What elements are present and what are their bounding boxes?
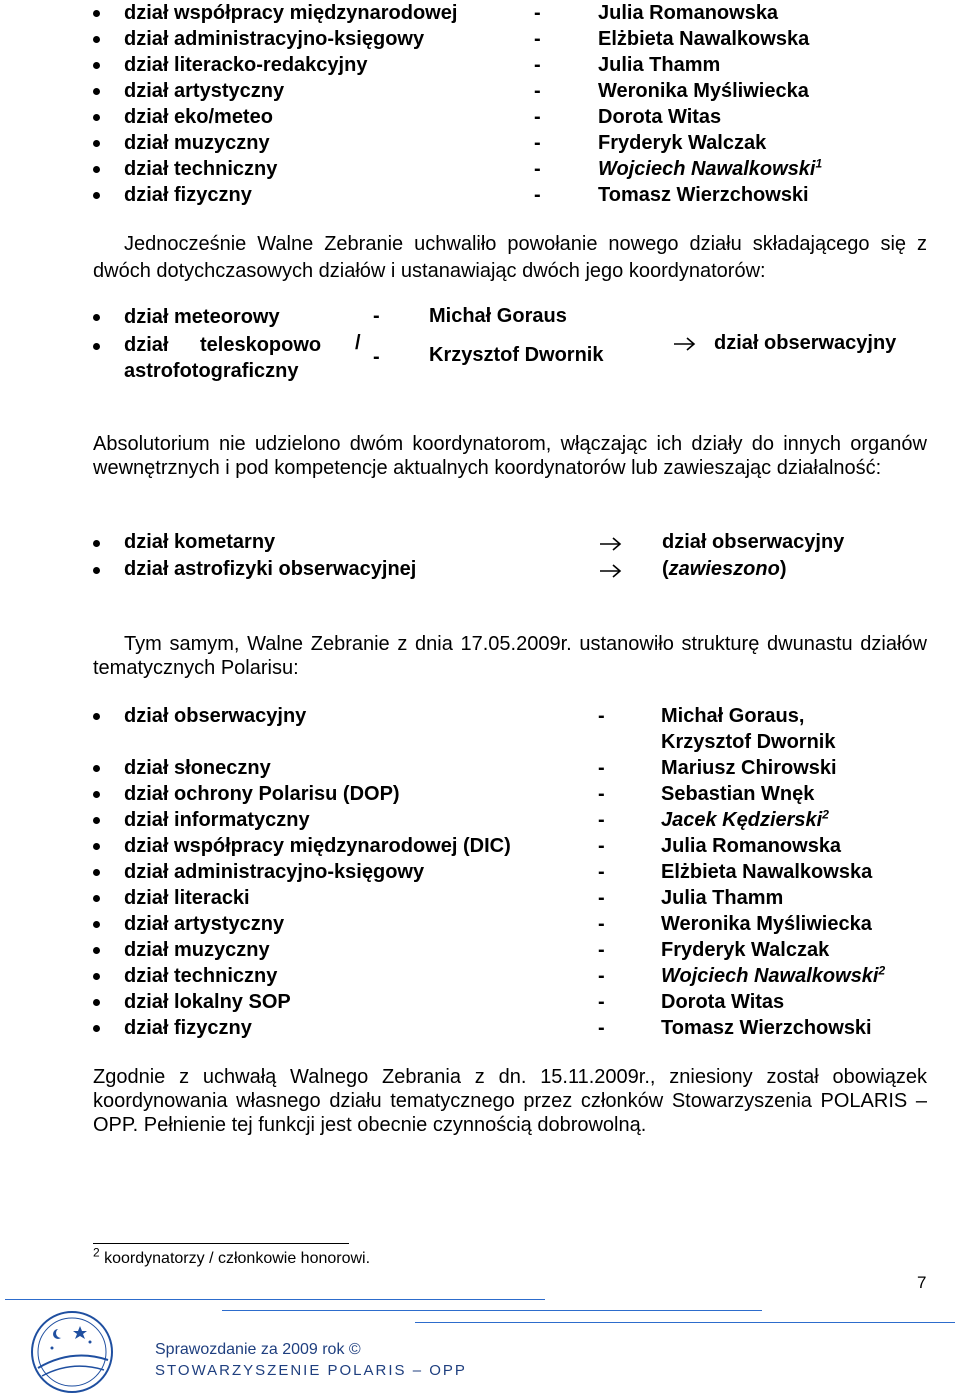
dash: -: [534, 54, 541, 76]
coordinator-name: Jacek Kędzierski$^2$: [661, 807, 829, 831]
merge-dept-teleskop-c: astrofotograficzny: [124, 360, 299, 382]
coordinator-name: Dorota Witas: [661, 991, 785, 1013]
department-label: dział fizyczny: [124, 1017, 252, 1039]
footnote-ref: 2: [822, 807, 829, 822]
footnote-separator: [93, 1243, 349, 1244]
bullet: [93, 314, 100, 321]
department-row: [93, 911, 953, 937]
dash: -: [598, 783, 605, 805]
department-label: dział współpracy międzynarodowej: [124, 2, 458, 24]
department-label: dział techniczny: [124, 965, 278, 987]
bullet: [93, 540, 100, 547]
department-row: [93, 885, 953, 911]
coordinator-name: Fryderyk Walczak: [598, 132, 767, 154]
bullet: [93, 10, 100, 17]
department-label: dział informatyczny: [124, 809, 310, 831]
footnote-mark: 2: [93, 1245, 100, 1260]
coordinator-name: Wojciech Nawalkowski$^2$: [661, 963, 886, 987]
dash: -: [534, 158, 541, 180]
coordinator-name: Julia Thamm: [661, 887, 784, 909]
bullet: [93, 192, 100, 199]
bullet: [93, 843, 100, 850]
department-list-current: [93, 703, 953, 1041]
department-row: [93, 963, 953, 989]
bullet: [93, 921, 100, 928]
bullet: [93, 62, 100, 69]
department-label: dział administracyjno-księgowy: [124, 861, 425, 883]
footer-line: [415, 1322, 955, 1323]
department-row: [93, 859, 953, 885]
suspended-target-2: (zawieszono): [662, 558, 787, 580]
department-label: dział eko/meteo: [124, 106, 273, 128]
coordinator-name: Weronika Myśliwiecka: [661, 913, 872, 935]
arrow-right-icon: [598, 535, 624, 553]
department-row: [93, 833, 953, 859]
department-row: [93, 755, 953, 781]
suspended-dept-1: dział kometarny: [124, 531, 276, 553]
coordinator-name: Julia Romanowska: [598, 2, 779, 24]
department-row: [93, 937, 953, 963]
arrow-right-icon: [598, 562, 624, 580]
bullet: [93, 765, 100, 772]
bullet: [93, 88, 100, 95]
footer-line: [222, 1310, 762, 1311]
coordinator-name: Wojciech Nawalkowski$^1$: [598, 156, 823, 180]
merge-coordinator-2: Krzysztof Dwornik: [429, 344, 604, 366]
merge-target: dział obserwacyjny: [714, 332, 897, 354]
merge-coordinator-1: Michał Goraus: [429, 305, 567, 327]
coordinator-name: Tomasz Wierzchowski: [598, 184, 809, 206]
dash: -: [598, 913, 605, 935]
department-row: [93, 130, 953, 156]
dash: -: [534, 132, 541, 154]
dash: -: [534, 106, 541, 128]
footer-line: [5, 1299, 545, 1300]
dash: -: [598, 705, 605, 727]
bullet: [93, 567, 100, 574]
footnote-ref: 2: [878, 963, 886, 978]
bullet: [93, 817, 100, 824]
polaris-logo-icon: [28, 1308, 116, 1396]
dash: -: [534, 184, 541, 206]
department-row: [93, 989, 953, 1015]
dash: -: [534, 80, 541, 102]
bullet: [93, 973, 100, 980]
dash: -: [598, 809, 605, 831]
bullet: [93, 166, 100, 173]
department-row: [93, 78, 953, 104]
bullet: [93, 999, 100, 1006]
department-label: dział muzyczny: [124, 132, 270, 154]
coordinator-name: Fryderyk Walczak: [661, 939, 830, 961]
coordinator-name: Weronika Myśliwiecka: [598, 80, 809, 102]
dash: -: [598, 757, 605, 779]
merge-slash: /: [355, 332, 361, 354]
paragraph-absolutorium: Absolutorium nie udzielono dwóm koordynatorom, włączając ich działy do innych organów wewnętrznych i pod kompetencje aktualnych koordynatorów lub zawieszając działalność:: [93, 433, 927, 479]
coordinator-name-2: Krzysztof Dwornik: [661, 731, 836, 753]
dash: -: [598, 861, 605, 883]
dash: -: [598, 939, 605, 961]
department-row: [93, 1015, 953, 1041]
footnote-text: koordynatorzy / członkowie honorowi.: [99, 1250, 371, 1267]
paragraph-new-department: Jednocześnie Walne Zebranie uchwaliło powołanie nowego działu składającego się z dwóch dotychczasowych działów i ustanawiając dwóch jego koordynatorów:: [93, 233, 927, 282]
coordinator-name: Elżbieta Nawalkowska: [598, 28, 810, 50]
coordinator-name: Julia Romanowska: [661, 835, 842, 857]
dash: -: [534, 28, 541, 50]
department-row: [93, 703, 953, 755]
bullet: [93, 1025, 100, 1032]
dash: -: [598, 991, 605, 1013]
department-row: [93, 156, 953, 182]
bullet: [93, 713, 100, 720]
bullet: [93, 791, 100, 798]
dash: -: [598, 1017, 605, 1039]
department-row: [93, 182, 953, 208]
department-row: [93, 104, 953, 130]
department-row: [93, 0, 953, 26]
paragraph-resolution: Zgodnie z uchwałą Walnego Zebrania z dn. 15.11.2009r., zniesiony został obowiązek koordynowania własnego działu tematycznego przez członków Stowarzyszenia POLARIS – OPP. Pełnienie tej funkcji jest obecnie czynnością dobrowolną.: [93, 1066, 927, 1136]
merge-dept-teleskop-a: dział: [124, 334, 169, 356]
department-label: dział literacko-redakcyjny: [124, 54, 368, 76]
bullet: [93, 140, 100, 147]
department-label: dział artystyczny: [124, 913, 285, 935]
department-label: dział administracyjno-księgowy: [124, 28, 425, 50]
dash: -: [534, 2, 541, 24]
suspended-dept-2: dział astrofizyki obserwacyjnej: [124, 558, 417, 580]
department-label: dział lokalny SOP: [124, 991, 291, 1013]
coordinator-name: Sebastian Wnęk: [661, 783, 815, 805]
footnote: [93, 1245, 371, 1268]
coordinator-name: Mariusz Chirowski: [661, 757, 837, 779]
department-label: dział muzyczny: [124, 939, 270, 961]
merge-dash: -: [373, 305, 380, 327]
department-row: [93, 807, 953, 833]
department-label: dział techniczny: [124, 158, 278, 180]
bullet: [93, 895, 100, 902]
department-label: dział artystyczny: [124, 80, 285, 102]
bullet: [93, 869, 100, 876]
department-label: dział literacki: [124, 887, 250, 909]
dash: -: [598, 887, 605, 909]
coordinator-name: Tomasz Wierzchowski: [661, 1017, 872, 1039]
page-number: 7: [917, 1273, 927, 1292]
coordinator-name: Dorota Witas: [598, 106, 722, 128]
bullet: [93, 114, 100, 121]
bullet: [93, 36, 100, 43]
dash: -: [598, 965, 605, 987]
footnote-ref: 1: [815, 156, 823, 171]
merge-dept-teleskop-b: teleskopowo: [200, 334, 322, 356]
department-label: dział fizyczny: [124, 184, 252, 206]
merge-dept-meteor: dział meteorowy: [124, 306, 280, 328]
footer-organization: STOWARZYSZENIE POLARIS – OPP: [155, 1362, 467, 1379]
coordinator-name: Elżbieta Nawalkowska: [661, 861, 873, 883]
department-list-old: [93, 0, 953, 208]
department-row: [93, 52, 953, 78]
dash: -: [598, 835, 605, 857]
paragraph-structure: Tym samym, Walne Zebranie z dnia 17.05.2009r. ustanowiło strukturę dwunastu działów tematycznych Polarisu:: [93, 633, 927, 679]
merge-dash: -: [373, 346, 380, 368]
department-label: dział słoneczny: [124, 757, 271, 779]
department-label: dział ochrony Polarisu (DOP): [124, 783, 400, 805]
bullet: [93, 343, 100, 350]
department-row: [93, 26, 953, 52]
bullet: [93, 947, 100, 954]
suspended-target-1: dział obserwacyjny: [662, 531, 845, 553]
arrow-right-icon: [672, 335, 698, 353]
department-label: dział obserwacyjny: [124, 705, 307, 727]
coordinator-name: Michał Goraus,: [661, 705, 805, 727]
department-row: [93, 781, 953, 807]
footer-report: Sprawozdanie za 2009 rok ©: [155, 1341, 361, 1358]
coordinator-name: Julia Thamm: [598, 54, 721, 76]
department-label: dział współpracy międzynarodowej (DIC): [124, 835, 511, 857]
